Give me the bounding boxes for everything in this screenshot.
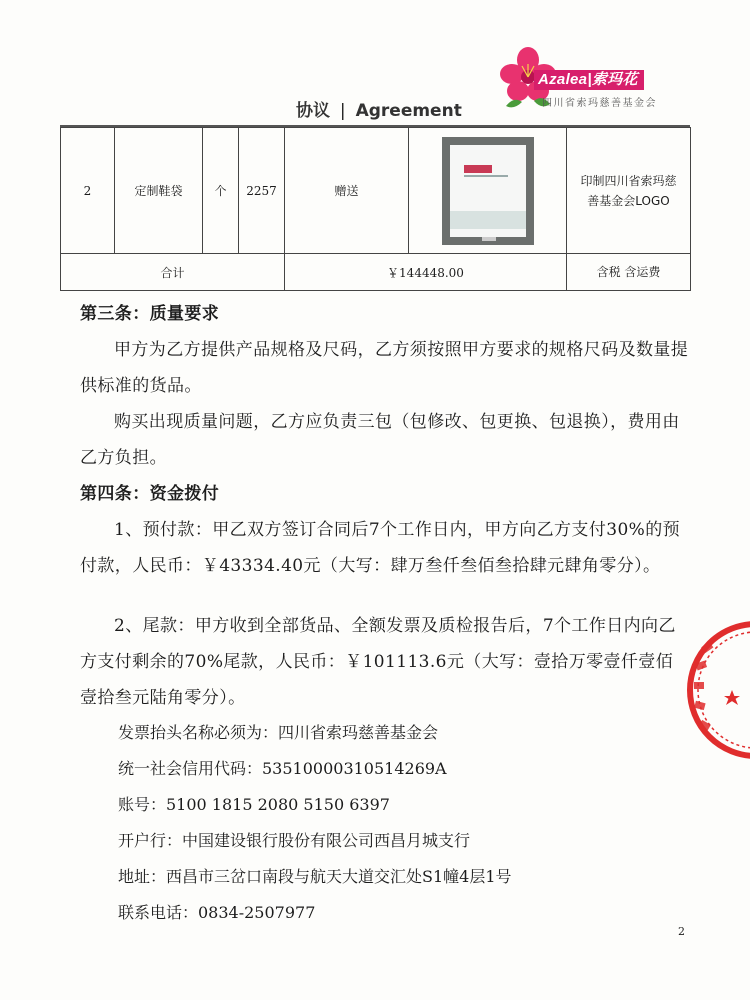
page-header-title: [296, 96, 496, 122]
contact-phone: 联系电话：0834-2507977: [118, 903, 316, 922]
total-amount: ￥144448.00: [285, 254, 567, 291]
address: 地址：西昌市三岔口南段与航天大道交汇处S1幢4层1号: [118, 867, 512, 886]
foundation-logo: [498, 44, 698, 114]
credit-code: 统一社会信用代码：53510000310514269A: [118, 759, 447, 778]
red-seal-stamp: [680, 610, 750, 770]
cell-preview: [409, 128, 567, 254]
table-total-row: [61, 254, 691, 291]
article4-heading: 第四条：资金拨付: [80, 484, 220, 504]
page-number: 2: [678, 925, 685, 938]
article3-paragraph-1: 甲方为乙方提供产品规格及尺码，乙方须按照甲方要求的规格尺码及数量提供标准的货品。: [80, 340, 689, 396]
article4-paragraph-1: 1、预付款：甲乙双方签订合同后7个工作日内，甲方向乙方支付30%的预付款，人民币：￥43334.40元（大写：肆万叁仟叁佰叁拾肆元肆角零分）。: [80, 520, 681, 576]
cell-price: 赠送: [285, 128, 409, 254]
logo-subtitle: 四川省索玛慈善基金会: [542, 98, 657, 109]
table-row: [61, 128, 691, 254]
note-text: 印制四川省索玛慈善基金会LOGO: [580, 173, 677, 208]
title-separator: |: [339, 101, 346, 121]
logo-brand-text: Azalea|索玛花: [534, 70, 644, 90]
cell-note: [567, 128, 691, 254]
title-en: Agreement: [355, 101, 462, 121]
cell-no: 2: [61, 128, 115, 254]
bank-account: 账号：5100 1815 2080 5150 6397: [118, 795, 390, 814]
invoice-title: 发票抬头名称必须为：四川省索玛慈善基金会: [118, 723, 439, 742]
total-label: 合计: [61, 254, 285, 291]
cell-qty: 2257: [239, 128, 285, 254]
bank-name: 开户行：中国建设银行股份有限公司西昌月城支行: [118, 831, 471, 850]
cell-unit: 个: [203, 128, 239, 254]
title-cn: 协议: [296, 101, 330, 121]
article3-heading: 第三条：质量要求: [80, 304, 220, 324]
article3-paragraph-2: 购买出现质量问题，乙方应负责三包（包修改、包更换、包退换），费用由乙方负担。: [80, 412, 680, 468]
item-table: [60, 127, 691, 291]
total-note: 含税 含运费: [567, 254, 691, 291]
article4-paragraph-2: 2、尾款：甲方收到全部货品、全额发票及质检报告后，7个工作日内向乙方支付剩余的70%尾款，人民币：￥101113.6元（大写：壹拾万零壹仟壹佰壹拾叁元陆角零分）。: [80, 616, 676, 708]
product-preview-image: [442, 137, 534, 245]
cell-name: 定制鞋袋: [115, 128, 203, 254]
